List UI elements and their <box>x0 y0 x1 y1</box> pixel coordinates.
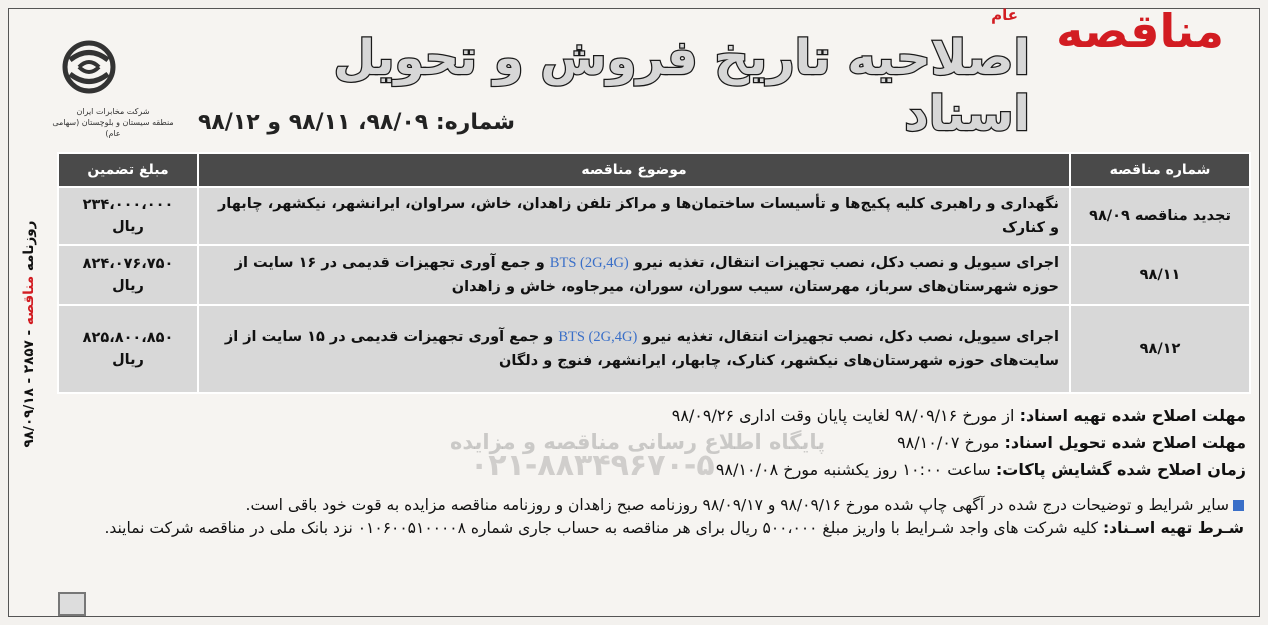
company-line-1: شرکت مخابرات ایران <box>76 107 150 116</box>
amount-unit: ریال <box>112 352 144 368</box>
subject-text: اجرای سیویل و نصب دکل، نصب تجهیزات انتقال، تغذیه نیرو <box>633 255 1059 271</box>
newspaper-sidebar <box>14 196 38 481</box>
header-tender-subject: موضوع مناقصه <box>198 153 1070 187</box>
guarantee-amount <box>58 245 198 305</box>
subject-text-cont: و جمع آوری تجهیزات قدیمی در ۱۶ سایت از حوزه شهرستان‌های سرباز، مهرستان، سیب سوران، سوران، میرجاوه، خاش و زاهدان <box>234 255 1059 295</box>
newspaper-issue-date: - ۲۸۵۷ - ۹۸/۰۹/۱۸ <box>21 329 37 448</box>
guarantee-amount <box>58 187 198 245</box>
guarantee-amount <box>58 305 198 393</box>
amount-value: ۸۲۵،۸۰۰،۸۵۰ <box>82 330 174 346</box>
company-logo <box>30 40 174 150</box>
tender-number: ۹۸/۱۱ <box>1070 245 1250 305</box>
tender-table <box>57 152 1251 394</box>
prep-deadline <box>50 402 1246 429</box>
tender-number: تجدید مناقصه ۹۸/۰۹ <box>1070 187 1250 245</box>
conditions <box>40 494 1244 540</box>
prep-value: از مورخ ۹۸/۰۹/۱۶ لغایت پایان وقت اداری ۹۸/۰۹/۲۶ <box>671 406 1015 425</box>
delivery-deadline <box>50 429 1246 456</box>
tender-badge: مناقصه <box>1056 4 1224 58</box>
document-condition <box>40 517 1244 540</box>
condition-text: کلیه شرکت های واجد شـرایط با واریز مبلغ ۵۰۰،۰۰۰ ریال برای هر مناقصه به حساب جاری شماره ۰۱۰۶۰۰۵۱۰۰۰۰۸ نزد بانک ملی در مناقصه شرکت نمایند. <box>104 519 1099 537</box>
tender-number: ۹۸/۱۲ <box>1070 305 1250 393</box>
amount-value: ۸۲۴،۰۷۶،۷۵۰ <box>82 256 174 272</box>
condition-label: شـرط تهیه اسـناد: <box>1102 519 1244 537</box>
other-text: سایر شرایط و توضیحات درج شده در آگهی چاپ شده مورخ ۹۸/۰۹/۱۶ و ۹۸/۰۹/۱۷ روزنامه صبح زاهدان و روزنامه مناقصه مزایده به قوت خود باقی است. <box>245 496 1229 514</box>
table-row <box>58 187 1250 245</box>
header <box>0 0 1268 150</box>
newspaper-issue <box>21 189 37 479</box>
delivery-value: مورخ ۹۸/۱۰/۰۷ <box>897 433 1000 452</box>
watermark-text: پایگاه اطلاع رسانی مناقصه و مزایده <box>450 430 826 454</box>
bullet-icon <box>1233 500 1244 511</box>
bts-label: BTS (2G,4G) <box>558 329 638 345</box>
page-title: اصلاحیه تاریخ فروش و تحویل اسناد <box>333 30 1030 142</box>
header-tender-number: شماره مناقصه <box>1070 153 1250 187</box>
newspaper-name: مناقصه <box>21 275 37 326</box>
table-row <box>58 305 1250 393</box>
amount-unit: ریال <box>112 278 144 294</box>
amount-unit: ریال <box>112 219 144 235</box>
opening-time <box>50 456 1246 483</box>
company-line-2: منطقه سیستان و بلوچستان (سهامی عام) <box>52 118 174 138</box>
amount-value: ۲۳۴،۰۰۰،۰۰۰ <box>82 197 174 213</box>
tender-subject <box>198 245 1070 305</box>
opening-value: ساعت ۱۰:۰۰ روز یکشنبه مورخ ۹۸/۱۰/۰۸ <box>715 460 991 479</box>
table-header-row <box>58 153 1250 187</box>
prep-label: مهلت اصلاح شده تهیه اسناد: <box>1019 406 1246 425</box>
tender-type-label: عام <box>991 6 1018 24</box>
watermark-phone: ۰۲۱-۸۸۳۴۹۶۷۰-۵ <box>470 448 715 483</box>
corner-decoration <box>58 592 86 616</box>
bts-label: BTS (2G,4G) <box>549 255 629 271</box>
opening-label: زمان اصلاح شده گشایش پاکات: <box>995 460 1246 479</box>
subject-text: نگهداری و راهبری کلیه پکیج‌ها و تأسیسات ساختمان‌ها و مراکز تلفن زاهدان، خاش، سراوان، ایرانشهر، نیکشهر، چابهار و کنارک <box>217 196 1059 236</box>
subject-text-cont: و جمع آوری تجهیزات قدیمی در ۱۵ سایت از از سایت‌های حوزه شهرستان‌های نیکشهر، کنارک، چابهار، ایرانشهر، فنوج و دلگان <box>224 329 1059 369</box>
deadline-notes <box>50 402 1246 483</box>
telecom-logo-icon <box>62 40 116 94</box>
newspaper-prefix: روزنامه <box>21 220 37 272</box>
tender-subject <box>198 187 1070 245</box>
subject-text: اجرای سیویل، نصب دکل، نصب تجهیزات انتقال، تغذیه نیرو <box>642 329 1059 345</box>
company-name <box>48 106 178 139</box>
delivery-label: مهلت اصلاح شده تحویل اسناد: <box>1004 433 1246 452</box>
other-conditions <box>40 494 1244 517</box>
tender-subject <box>198 305 1070 393</box>
header-guarantee-amount: مبلغ تضمین <box>58 153 198 187</box>
table-row <box>58 245 1250 305</box>
tender-numbers: شماره: ۹۸/۰۹، ۹۸/۱۱ و ۹۸/۱۲ <box>197 110 515 135</box>
